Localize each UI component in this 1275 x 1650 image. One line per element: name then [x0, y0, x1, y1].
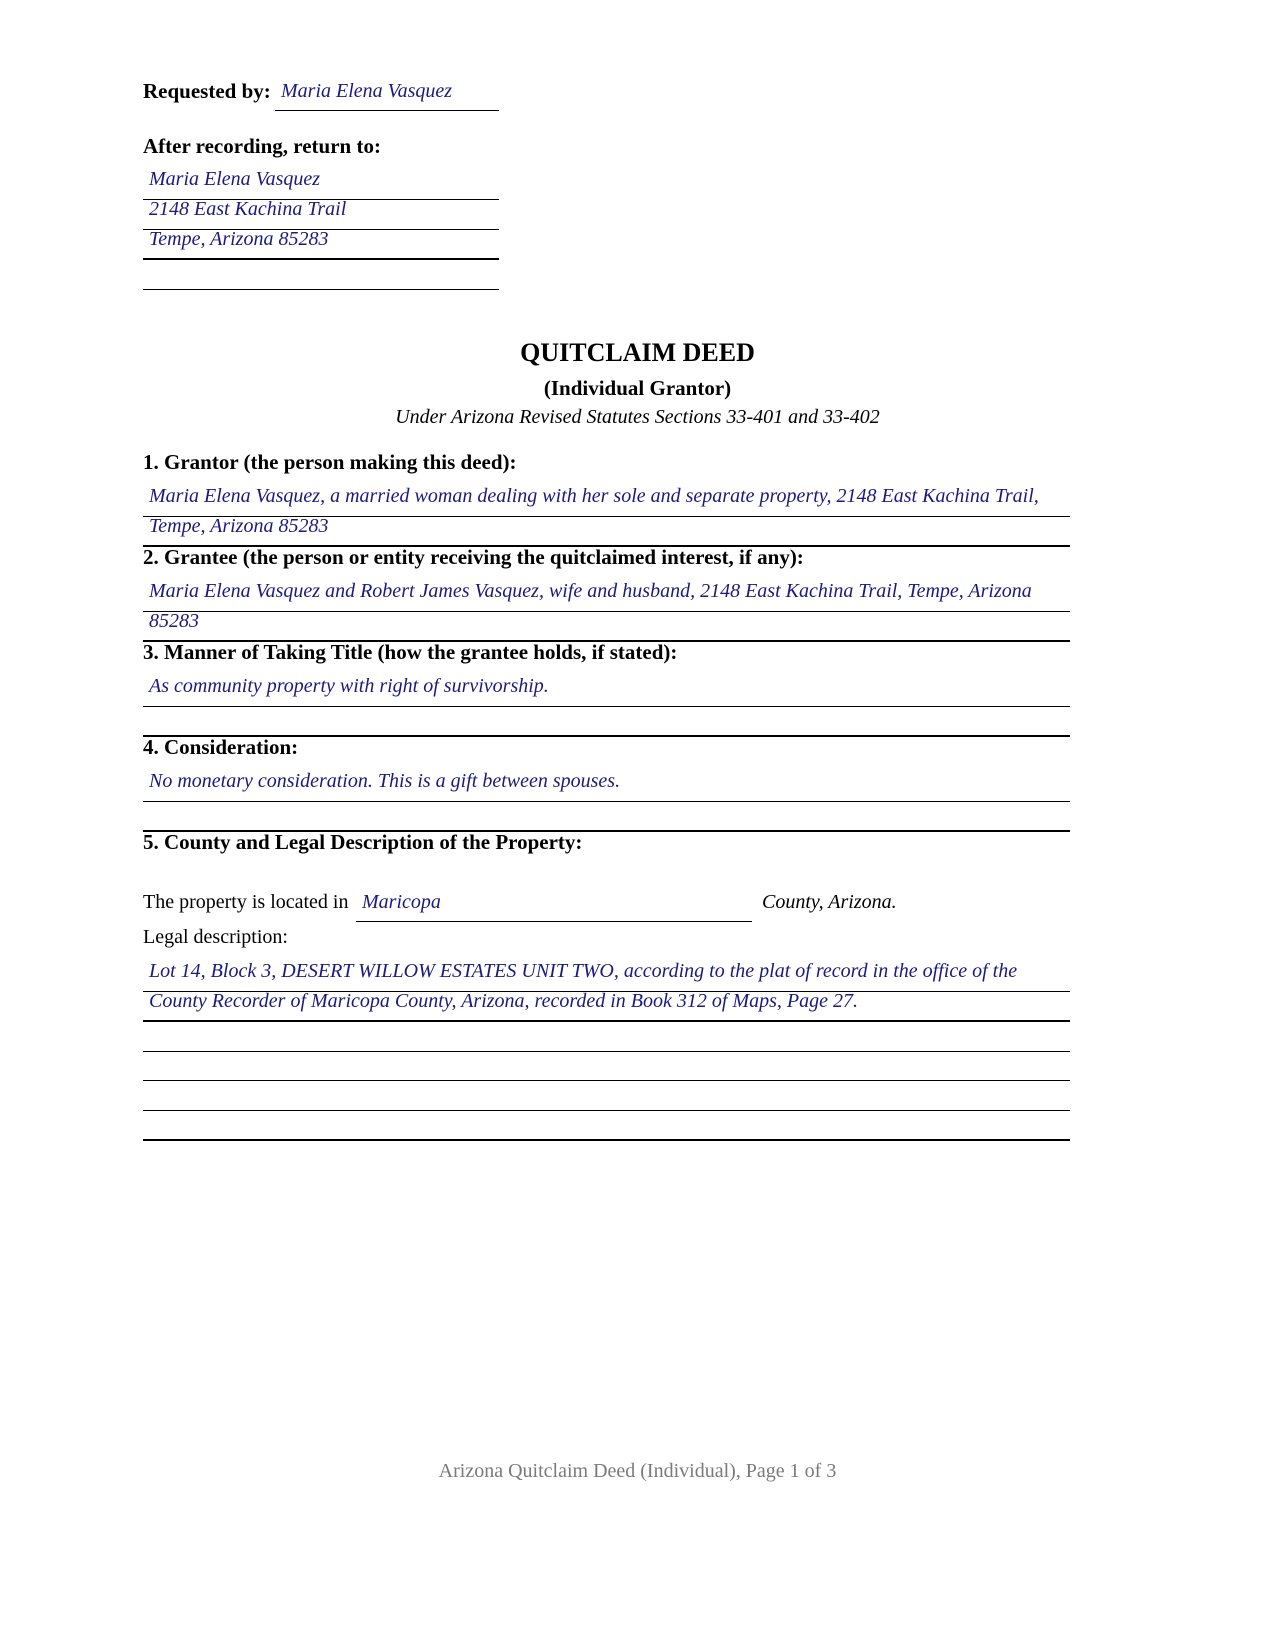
return-to-label: After recording, return to: — [143, 134, 381, 158]
document-title: QUITCLAIM DEED — [520, 338, 755, 367]
legal-rule-2 — [143, 1020, 1070, 1022]
grantee-field-line-1[interactable]: Maria Elena Vasquez and Robert James Vasquez, wife and husband, 2148 East Kachina Trail, Tempe, Arizona — [149, 580, 1032, 602]
legal-rule-4 — [143, 1080, 1070, 1081]
requested-by-field[interactable]: Maria Elena Vasquez — [281, 80, 453, 102]
consideration-label: 4. Consideration: — [143, 735, 299, 759]
located-in-text: The property is located in — [143, 891, 349, 913]
grantee-rule-1 — [143, 611, 1070, 612]
page-footer: Arizona Quitclaim Deed (Individual), Page 1 of 3 — [438, 1460, 837, 1482]
legal-rule-3 — [143, 1051, 1070, 1052]
return-to-line-3 — [143, 258, 499, 260]
grantee-field-line-2[interactable]: 85283 — [149, 610, 199, 632]
legal-description-label: Legal description: — [143, 926, 288, 948]
statute-reference: Under Arizona Revised Statutes Sections 33-401 and 33-402 — [395, 406, 880, 428]
manner-field-line-1[interactable]: As community property with right of survivorship. — [149, 675, 549, 697]
grantee-label: 2. Grantee (the person or entity receiving the quitclaimed interest, if any): — [143, 545, 804, 569]
return-to-city-field[interactable]: Tempe, Arizona 85283 — [149, 228, 329, 250]
county-field[interactable]: Maricopa — [362, 891, 441, 913]
requested-by-underline — [275, 110, 499, 111]
grantor-field-line-1[interactable]: Maria Elena Vasquez, a married woman dealing with her sole and separate property, 2148 East Kachina Trail, — [149, 485, 1039, 507]
legal-description-line-1[interactable]: Lot 14, Block 3, DESERT WILLOW ESTATES UNIT TWO, according to the plat of record in the office of the — [149, 960, 1018, 982]
county-suffix-text: County, Arizona. — [762, 891, 897, 913]
return-to-name-field[interactable]: Maria Elena Vasquez — [149, 168, 321, 190]
manner-rule-1 — [143, 706, 1070, 707]
county-underline — [356, 921, 752, 922]
legal-description-line-2[interactable]: County Recorder of Maricopa County, Arizona, recorded in Book 312 of Maps, Page 27. — [149, 990, 858, 1012]
consideration-field-line-1[interactable]: No monetary consideration. This is a gift between spouses. — [149, 770, 621, 792]
legal-rule-6 — [143, 1139, 1070, 1141]
document-subtitle: (Individual Grantor) — [543, 376, 732, 400]
grantor-label: 1. Grantor (the person making this deed): — [143, 450, 517, 474]
return-to-street-field[interactable]: 2148 East Kachina Trail — [149, 198, 347, 220]
county-legal-label: 5. County and Legal Description of the Property: — [143, 830, 583, 854]
manner-label: 3. Manner of Taking Title (how the grantee holds, if stated): — [143, 640, 678, 664]
grantor-field-line-2[interactable]: Tempe, Arizona 85283 — [149, 515, 329, 537]
return-to-line-4 — [143, 289, 499, 290]
consideration-rule-1 — [143, 801, 1070, 802]
requested-by-label: Requested by: — [143, 79, 271, 103]
legal-rule-5 — [143, 1110, 1070, 1111]
